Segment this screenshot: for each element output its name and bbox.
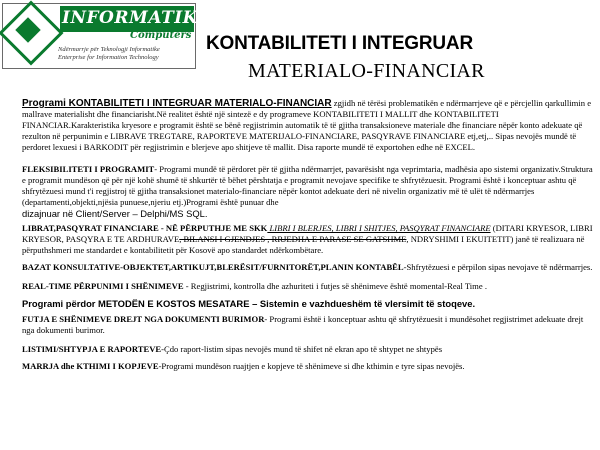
intro-text: zgjidh në tërësi problematikën e ndërmarrjeve që e përcjellin qarkullimin e mallrave materialisht dhe financiarisht.Në realitet është një sintezë e dy programeve KONTABILITETI I MALLIT dhe KONTABILITETI FINANCIAR.Karakteristika kryesore e programit është se bënë regjistrimin automatik të të gjitha transaksioneve materiale dhe financiare nëpër konto adekuate që rezulton në perpunimin e LIBRAVE TREGTARE, RAPORTEVE MATERIJALO-FINANCIARE, PASQYRAVE FINANCIARE etj,etj,.. Sipas nevojës mundë të perdoret lexuesi i BARKODIT për regjistrimin e blerjeve apo shitjeve të mallit. Disa raporte mundë të exportohen edhe në EXCEL. [22, 98, 592, 152]
intro-paragraph [22, 98, 596, 153]
librat-text-2: , NDRYSHIMI I EKUITETIT) janë të realizuara në përputhshmeri me standardet e kontabilitetit për Kosovë apo standardet ndërkombëtare. [22, 234, 585, 255]
page-subtitle: MATERIALO-FINANCIAR [248, 60, 485, 82]
page-title: KONTABILITETI I INTEGRUAR [206, 33, 473, 54]
logo-subtitle: Computers [130, 30, 192, 41]
bazat-paragraph [22, 262, 596, 273]
flex-text: - Programi mundë të përdoret për të gjitha ndërmarrjet, pavarësisht nga veprimtaria, madhësia apo sistemi organizativ.Struktura e programit mundëson që për një kohë shumë të shkurtër të bëhet përshtatja e programit nevojave specifike te shfrytëzuesit. Programi është i konceptuar ashtu që shfrytëzuesi mund t'i regjistroj të gjitha transaksionet materialo-financiare nëpër kontot adekuate deri në nivelin organizativ më të ulët të ndërmarrjes (departamenti,objekti,njësia punuese,njeriu etj.)Programi është punuar dhe [22, 164, 593, 207]
flex-text-tail: dizajnuar në Client/Server – Delphi/MS SQL. [22, 208, 208, 219]
company-logo [2, 3, 211, 69]
flex-paragraph [22, 164, 596, 208]
marrja-text: -Programi mundëson ruajtjen e kopjeve të shënimeve si dhe kthimin e tyre sipas nevojës. [158, 361, 465, 371]
realtime-paragraph [22, 281, 596, 292]
librat-paragraph [22, 223, 596, 256]
listimi-heading: LISTIMI/SHTYPJA E RAPORTEVE [22, 344, 162, 354]
logo-tagline-english: Enterprise for Information Technology [58, 54, 159, 61]
futja-paragraph [22, 314, 596, 336]
librat-text-1: (DITARI KRYESOR, LIBRI KRYESOR, PASQYRA E TE ARDHURAVE [22, 223, 593, 244]
realtime-heading: REAL-TIME PËRPUNIMI I SHËNIMEVE [22, 281, 184, 291]
flex-heading: FLEKSIBILITETI I PROGRAMIT [22, 164, 155, 174]
metoda-paragraph [22, 298, 596, 310]
intro-heading: Programi KONTABILITETI I INTEGRUAR MATERIALO-FINANCIAR [22, 98, 332, 109]
bazat-text: -Shfrytëzuesi e përpilon sipas nevojave të ndërmarrjes. [403, 262, 593, 272]
metoda-text: Programi përdor METODËN E KOSTOS MESATARE – Sistemin e vazhdueshëm të vlersimit të stoqeve. [22, 298, 476, 309]
listimi-paragraph [22, 344, 596, 355]
librat-italic: LIBRI I BLERJES, LIBRI I SHITJES, PASQYRAT FINANCIARE [267, 223, 491, 233]
bazat-heading: BAZAT KONSULTATIVE-OBJEKTET,ARTIKUJT,BLERËSIT/FURNITORËT,PLANIN KONTABËL [22, 262, 404, 272]
marrja-heading: MARRJA dhe KTHIMI I KOPJEVE [22, 361, 159, 371]
marrja-paragraph [22, 361, 596, 372]
librat-heading: LIBRAT,PASQYRAT FINANCIARE - NË PËRPUTHJE ME SKK [22, 223, 268, 233]
flex-paragraph-tail [22, 208, 596, 220]
futja-text: - Programi është i konceptuar ashtu që shfrytëzuesit i mundësohet regjistrimet adekuate drejt nga dokumenti burimor. [22, 314, 584, 335]
listimi-text: -Çdo raport-listim sipas nevojës mund të shifet në ekran apo të shtypet ne shtypës [161, 344, 443, 354]
realtime-text: - Regjistrimi, kontrolla dhe azhuriteti i futjes së shënimeve është momental-Real Time . [183, 281, 487, 291]
logo-name: INFORMATIKA [62, 8, 211, 28]
logo-tagline-albanian: Ndërmarrje për Teknologji Informatike [58, 46, 160, 53]
document-body [22, 98, 596, 372]
librat-strikethrough: , BILANSI I GJENDJES , RRJEDHA E PARASE SE GATSHME [179, 234, 407, 244]
futja-heading: FUTJA E SHËNIMEVE DREJT NGA DOKUMENTI BURIMOR [22, 314, 265, 324]
